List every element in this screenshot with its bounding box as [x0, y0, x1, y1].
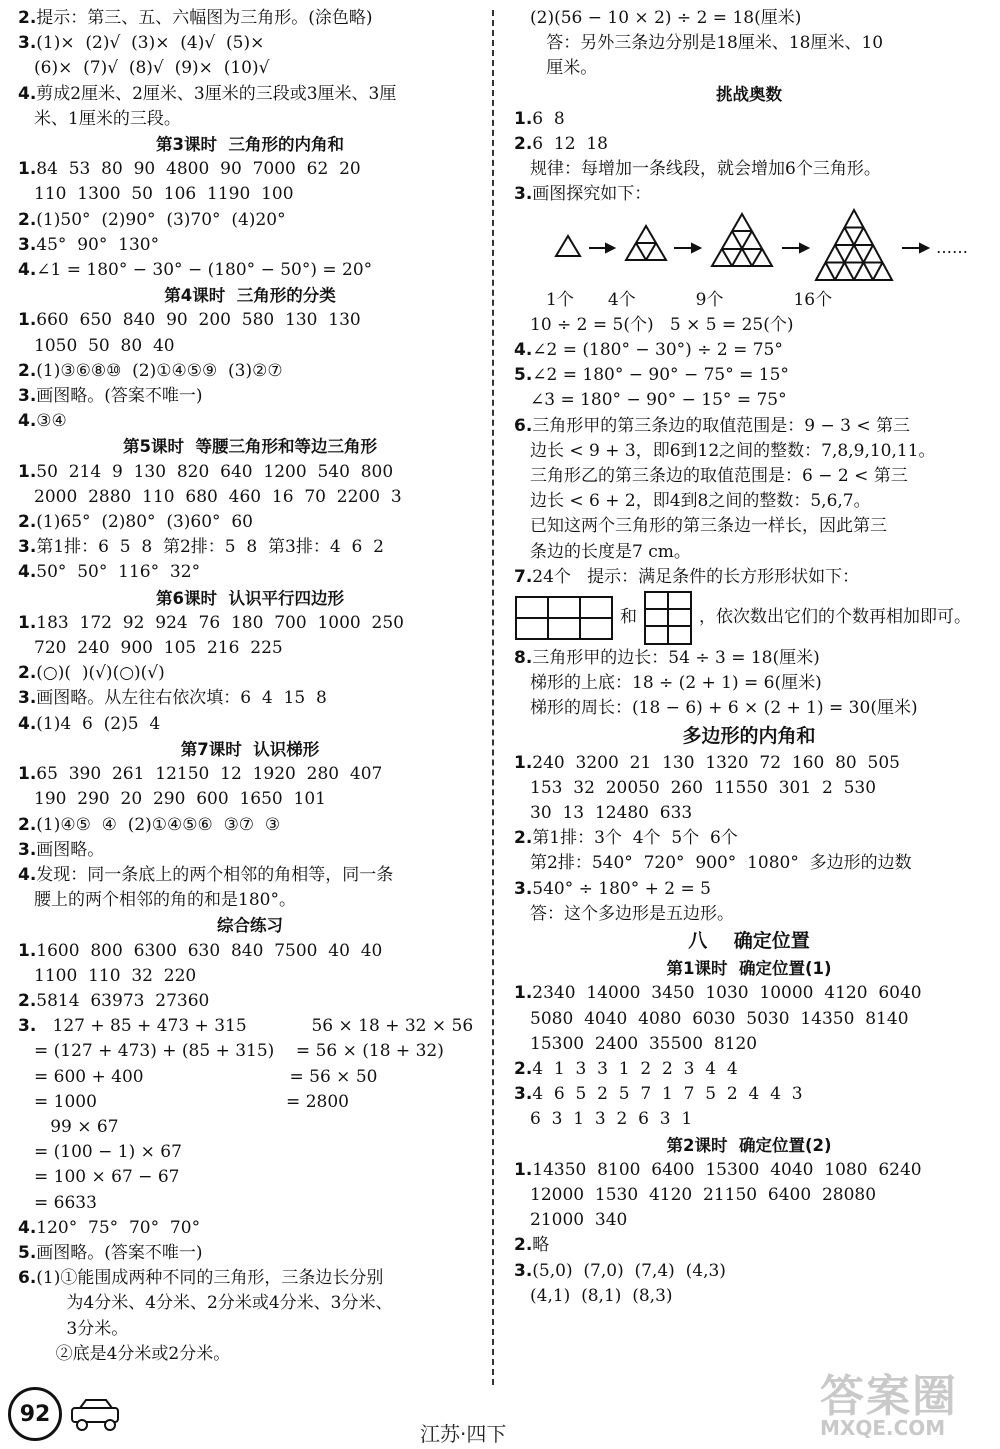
question-number: 5. [18, 1242, 37, 1263]
caption-4: 16个 [793, 289, 833, 310]
answer-text: ③④ [36, 411, 67, 432]
answer-line [18, 6, 482, 31]
answer-text: 65 390 261 12150 12 1920 280 407 [36, 764, 383, 785]
answer-text: 画图略。(答案不唯一) [36, 386, 203, 407]
answer-text: 6 3 1 3 2 6 3 1 [530, 1109, 693, 1130]
answer-text: 1100 110 32 220 [34, 965, 197, 986]
answer-text: 边长 < 9 + 3，即6到12之间的整数：7,8,9,10,11。 [530, 440, 936, 461]
answer-line [18, 258, 482, 283]
answer-line [18, 863, 482, 888]
car-icon [66, 1398, 126, 1432]
answer-line [18, 1216, 482, 1241]
answer-line [514, 1032, 984, 1057]
answer-text: = 100 × 67 − 67 [34, 1167, 180, 1188]
edition-label: 江苏·四下 [420, 1422, 507, 1446]
answer-text: 5814 63973 27360 [36, 990, 210, 1011]
answer-text: 1600 800 6300 630 840 7500 40 40 [36, 940, 383, 961]
answer-line [514, 1208, 984, 1233]
answer-line [514, 31, 984, 56]
question-number: 2. [18, 360, 37, 381]
answer-text: 答：这个多边形是五边形。 [530, 903, 734, 924]
answer-line [514, 157, 984, 182]
answer-text: = 600 + 400 = 56 × 50 [34, 1066, 378, 1087]
answer-text: (1)× (2)√ (3)× (4)√ (5)× [36, 33, 265, 54]
answer-line [18, 510, 482, 535]
answer-line [18, 838, 482, 863]
answer-text: 50° 50° 116° 32° [36, 562, 201, 583]
answer-text: 边长 < 6 + 2，即4到8之间的整数：5,6,7。 [530, 491, 871, 512]
caption-1: 1个 [546, 289, 574, 310]
answer-line [18, 1090, 482, 1115]
answer-text: 15300 2400 35500 8120 [530, 1033, 758, 1054]
answer-text: 6 8 [532, 108, 565, 129]
section-heading: 第3课时 三角形的内角和 [156, 135, 344, 155]
answer-text: (5,0) (7,0) (7,4) (4,3) [532, 1260, 726, 1281]
answer-text: 米、1厘米的三段。 [34, 108, 181, 129]
answer-line [514, 6, 984, 31]
answer-text: ∠1 = 180° − 30° − (180° − 50°) = 20° [36, 260, 373, 281]
answer-text: 画图略。从左往右依次填：6 4 15 8 [36, 688, 327, 709]
pattern-continue-dots: …… [936, 237, 968, 257]
answer-text: 540° ÷ 180° + 2 = 5 [532, 878, 711, 899]
answer-text: 183 172 92 924 76 180 700 1000 250 [36, 612, 404, 633]
answer-line [18, 334, 482, 359]
section-heading: 第2课时 确定位置(2) [666, 1135, 832, 1155]
page-number-badge [8, 1387, 62, 1441]
watermark-title: 答案圈 [820, 1371, 958, 1422]
caption-2: 4个 [607, 289, 636, 310]
question-number: 4. [18, 864, 37, 885]
answer-text: 120° 75° 70° 70° [36, 1217, 201, 1238]
answer-text: ∠3 = 180° − 90° − 15° = 75° [530, 390, 787, 411]
answer-text: 提示：第三、五、六幅图为三角形。(涂色略) [36, 8, 373, 28]
answer-text: (○)( )(√)(○)(√) [36, 663, 165, 684]
answer-line [18, 1115, 482, 1140]
answer-line [514, 182, 984, 207]
answer-text: 153 32 20050 260 11550 301 2 530 [530, 777, 877, 798]
question-number: 2. [18, 663, 37, 684]
answer-text: 720 240 900 105 216 225 [34, 638, 283, 659]
answer-line [514, 696, 984, 721]
answer-text: (1)③⑥⑧⑩ (2)①④⑤⑨ (3)②⑦ [36, 360, 283, 381]
question-number: 4. [514, 340, 533, 361]
section-heading: 综合练习 [217, 916, 283, 936]
answer-text: = (127 + 473) + (85 + 315) = 56 × (18 + 32) [34, 1041, 444, 1062]
answer-text: 梯形的周长：(18 − 6) + 6 × (2 + 1) = 30(厘米) [530, 698, 918, 719]
answer-text: 第1排：6 5 8 第2排：5 8 第3排：4 6 2 [36, 537, 384, 558]
answer-text: 三角形甲的边长：54 ÷ 3 = 18(厘米) [532, 648, 820, 669]
answer-line [18, 384, 482, 409]
answer-text: 已知这两个三角形的第三条边一样长，因此第三 [530, 516, 887, 537]
answer-line [514, 439, 984, 464]
section-heading: 挑战奥数 [716, 84, 782, 104]
question-number: 8. [514, 648, 533, 669]
answer-line [514, 313, 984, 338]
question-number: 2. [18, 8, 37, 28]
watermark-logo [820, 1360, 990, 1440]
answer-line [18, 409, 482, 434]
section-heading: 第7课时 认识梯形 [180, 739, 320, 759]
answer-text: ∠2 = 180° − 90° − 75° = 15° [532, 365, 789, 386]
grids-and-label: 和 [620, 607, 637, 628]
answer-line [514, 826, 984, 851]
question-number: 1. [514, 1159, 533, 1180]
answer-text: 剪成2厘米、2厘米、3厘米的三段或3厘米、3厘 [36, 83, 397, 104]
answer-text: 画图略。 [36, 839, 105, 860]
answer-line [514, 565, 984, 590]
answer-line [18, 1165, 482, 1190]
answer-line [514, 363, 984, 388]
answer-text: ∠2 = (180° − 30°) ÷ 2 = 75° [532, 340, 783, 361]
answer-text: 660 650 840 90 200 580 130 130 [36, 310, 361, 331]
answer-text: 240 3200 21 130 1320 72 160 80 505 [532, 752, 900, 773]
answer-line [18, 1266, 482, 1291]
answer-text: 画图略。(答案不唯一) [36, 1242, 203, 1263]
answer-text: 画图探究如下： [532, 184, 652, 205]
answer-text: 1050 50 80 40 [34, 335, 175, 356]
question-number: 6. [18, 1268, 37, 1289]
answer-text: 厘米。 [530, 58, 598, 79]
answer-line [18, 813, 482, 838]
answer-line [514, 56, 984, 81]
answer-line [18, 964, 482, 989]
answer-text: 127 + 85 + 473 + 315 56 × 18 + 32 × 56 [36, 1016, 474, 1037]
question-number: 1. [514, 752, 533, 773]
question-number: 7. [514, 566, 533, 587]
answer-line [18, 1342, 482, 1367]
answer-line [514, 132, 984, 157]
question-number: 3. [514, 1260, 533, 1281]
question-number: 1. [18, 461, 37, 482]
answer-line [514, 1082, 984, 1107]
answer-text: ②底是4分米或2分米。 [34, 1343, 231, 1364]
answer-line [514, 338, 984, 363]
answer-line [18, 1039, 482, 1064]
answer-line [18, 661, 482, 686]
question-number: 1. [18, 612, 37, 633]
answer-line [514, 514, 984, 539]
answer-line [514, 851, 984, 876]
chapter-heading: 多边形的内角和 [682, 724, 816, 747]
answer-text: 50 214 9 130 820 640 1200 540 800 [36, 461, 394, 482]
answer-line [514, 107, 984, 132]
right-column [514, 6, 984, 1309]
question-number: 4. [18, 713, 37, 734]
answer-line [18, 157, 482, 182]
answer-text: (4,1) (8,1) (8,3) [530, 1285, 673, 1306]
answer-line [18, 1140, 482, 1165]
answer-text: 2340 14000 3450 1030 10000 4120 6040 [532, 983, 922, 1004]
question-number: 2. [18, 209, 37, 230]
answer-line [514, 1284, 984, 1309]
question-number: 3. [18, 386, 37, 407]
question-number: 3. [18, 234, 37, 255]
question-number: 3. [514, 1084, 533, 1105]
question-number: 2. [514, 1235, 533, 1256]
answer-text: 腰上的两个相邻的角的和是180°。 [34, 890, 296, 911]
answer-line [18, 31, 482, 56]
grids-hint-text: ，依次数出它们的个数再相加即可。 [699, 607, 971, 628]
answer-text: 12000 1530 4120 21150 6400 28080 [530, 1184, 877, 1205]
answer-line [514, 414, 984, 439]
answer-line [514, 1233, 984, 1258]
answer-text: 4 6 5 2 5 7 1 7 5 2 4 4 3 [532, 1084, 803, 1105]
answer-line [514, 1259, 984, 1284]
answer-text: 第2排：540° 720° 900° 1080° 多边形的边数 [530, 853, 912, 874]
answer-line [514, 1183, 984, 1208]
question-number: 2. [514, 1058, 533, 1079]
answer-text: 为4分米、4分米、2分米或4分米、3分米、 [34, 1293, 393, 1314]
question-number: 4. [18, 260, 37, 281]
answer-line [18, 485, 482, 510]
watermark-url: MXQE.COM [820, 1416, 946, 1440]
question-number: 1. [18, 764, 37, 785]
answer-line [514, 464, 984, 489]
left-column [18, 6, 482, 1367]
question-number: 4. [18, 1217, 37, 1238]
question-number: 3. [18, 33, 37, 54]
answer-text: 4 1 3 3 1 2 2 3 4 4 [532, 1058, 738, 1079]
answer-text: 三角形乙的第三条边的取值范围是：6 − 2 < 第三 [530, 466, 908, 487]
answer-line [18, 712, 482, 737]
answer-text: = (100 − 1) × 67 [34, 1142, 182, 1163]
answer-line [514, 540, 984, 565]
answer-text: 2000 2880 110 680 460 16 70 2200 3 [34, 486, 402, 507]
page-number: 92 [19, 1401, 51, 1427]
answer-text: (2)(56 − 10 × 2) ÷ 2 = 18(厘米) [530, 8, 802, 28]
answer-line [18, 107, 482, 132]
question-number: 3. [18, 688, 37, 709]
answer-line [18, 308, 482, 333]
answer-text: (1)65° (2)80° (3)60° 60 [36, 512, 253, 533]
answer-line [18, 787, 482, 812]
answer-line [18, 1065, 482, 1090]
question-number: 6. [514, 415, 533, 436]
caption-3: 9个 [695, 289, 724, 310]
question-number: 2. [514, 828, 533, 849]
answer-text: (1)50° (2)90° (3)70° (4)20° [36, 209, 286, 230]
answer-line [18, 359, 482, 384]
answer-line [514, 1158, 984, 1183]
answer-line [514, 877, 984, 902]
answer-line [18, 560, 482, 585]
answer-line [514, 776, 984, 801]
question-number: 1. [18, 159, 37, 180]
answer-line [514, 489, 984, 514]
question-number: 5. [514, 365, 533, 386]
answer-line [514, 751, 984, 776]
answer-line [18, 939, 482, 964]
answer-line [18, 611, 482, 636]
answer-text: 24个 提示：满足条件的长方形形状如下： [532, 566, 860, 587]
answer-line [514, 1057, 984, 1082]
question-number: 3. [18, 839, 37, 860]
section-heading: 第4课时 三角形的分类 [164, 286, 336, 306]
answer-line [18, 989, 482, 1014]
column-divider [492, 10, 494, 1385]
question-number: 4. [18, 411, 37, 432]
question-number: 3. [514, 878, 533, 899]
answer-text: 第1排：3个 4个 5个 6个 [532, 828, 738, 849]
pattern-captions [514, 288, 984, 313]
grid-2x3-icon [643, 590, 693, 646]
answer-line [18, 460, 482, 485]
question-number: 3. [514, 184, 533, 205]
answer-text: 10 ÷ 2 = 5(个) 5 × 5 = 25(个) [530, 314, 794, 335]
answer-text: 梯形的上底：18 ÷ (2 + 1) = 6(厘米) [530, 673, 822, 694]
question-number: 2. [18, 512, 37, 533]
answer-text: 3分米。 [34, 1318, 129, 1339]
answer-text: 14350 8100 6400 15300 4040 1080 6240 [532, 1159, 922, 1180]
answer-line [18, 233, 482, 258]
answer-line [18, 636, 482, 661]
answer-text: 6 12 18 [532, 134, 608, 155]
answer-line [18, 182, 482, 207]
answer-text: 答：另外三条边分别是18厘米、18厘米、10 [530, 33, 884, 54]
answer-line [18, 1014, 482, 1039]
answer-line [514, 801, 984, 826]
triangle-pattern-icon [534, 208, 984, 288]
answer-text: 21000 340 [530, 1210, 628, 1231]
answer-line [18, 762, 482, 787]
question-number: 4. [18, 562, 37, 583]
answer-text: 三角形甲的第三条边的取值范围是：9 − 3 < 第三 [532, 415, 911, 436]
answer-text: 110 1300 50 106 1190 100 [34, 184, 294, 205]
question-number: 3. [18, 537, 37, 558]
rectangle-grids-figure [514, 590, 984, 646]
grid-3x2-icon [514, 595, 614, 641]
answer-line [18, 1191, 482, 1216]
answer-text: = 6633 [34, 1192, 97, 1213]
answer-line [18, 686, 482, 711]
question-number: 1. [18, 310, 37, 331]
question-number: 2. [18, 990, 37, 1011]
answer-line [18, 1241, 482, 1266]
answer-line [18, 535, 482, 560]
question-number: 4. [18, 83, 37, 104]
answer-text: = 1000 = 2800 [34, 1091, 349, 1112]
answer-text: 略 [532, 1235, 550, 1256]
answer-text: 发现：同一条底上的两个相邻的角相等，同一条 [36, 864, 394, 885]
answer-text: 45° 90° 130° [36, 234, 160, 255]
question-number: 1. [514, 108, 533, 129]
chapter-heading: 八 确定位置 [688, 930, 810, 953]
answer-text: 84 53 80 90 4800 90 7000 62 20 [36, 159, 361, 180]
answer-text: 规律：每增加一条线段，就会增加6个三角形。 [530, 159, 881, 180]
answer-line [514, 902, 984, 927]
section-heading: 第5课时 等腰三角形和等边三角形 [123, 437, 377, 457]
answer-text: (1)④⑤ ④ (2)①④⑤⑥ ③⑦ ③ [36, 814, 281, 835]
answer-line [514, 646, 984, 671]
answer-text: 30 13 12480 633 [530, 803, 693, 824]
answer-line [18, 82, 482, 107]
answer-text: (1)4 6 (2)5 4 [36, 713, 161, 734]
question-number: 2. [514, 134, 533, 155]
answer-line [18, 1291, 482, 1316]
triangle-pattern-figure [514, 208, 984, 288]
answer-line [514, 1107, 984, 1132]
answer-line [18, 56, 482, 81]
question-number: 1. [514, 983, 533, 1004]
question-number: 1. [18, 940, 37, 961]
question-number: 3. [18, 1016, 37, 1037]
answer-text: (1)①能围成两种不同的三角形，三条边长分别 [36, 1268, 384, 1289]
answer-text: 5080 4040 4080 6030 5030 14350 8140 [530, 1008, 909, 1029]
section-heading: 第1课时 确定位置(1) [666, 959, 832, 979]
answer-line [514, 1007, 984, 1032]
answer-text: 99 × 67 [34, 1116, 119, 1137]
question-number: 2. [18, 814, 37, 835]
answer-text: (6)× (7)√ (8)√ (9)× (10)√ [34, 58, 270, 79]
answer-text: 条边的长度是7 cm。 [530, 541, 691, 562]
answer-text: 190 290 20 290 600 1650 101 [34, 789, 326, 810]
section-heading: 第6课时 认识平行四边形 [156, 588, 344, 608]
answer-line [514, 981, 984, 1006]
answer-line [514, 388, 984, 413]
answer-line [18, 208, 482, 233]
answer-line [18, 1317, 482, 1342]
answer-line [514, 671, 984, 696]
answer-line [18, 888, 482, 913]
